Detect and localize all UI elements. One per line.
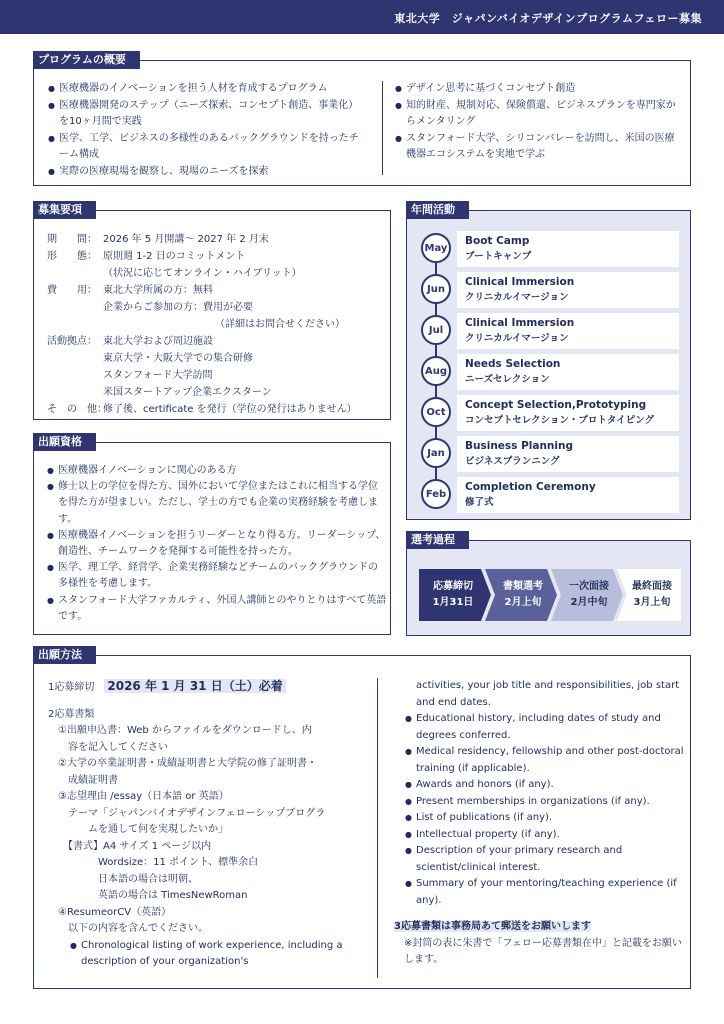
row-value: 東京大学・大阪大学での集合研修	[103, 353, 253, 364]
application-title: 出願方法	[33, 646, 96, 664]
row-value: 原則週 1-2 日のコミットメント	[103, 251, 246, 262]
list-item: ● スタンフォード大学、シリコンバレーを訪問し、米国の医療機器エコシステムを実地で学ぶ	[395, 131, 682, 164]
doc-line: 容を記入してください	[48, 741, 168, 753]
list-item: ● スタンフォード大学ファカルティ、外国人講師とのやりとりはすべて英語です。	[47, 593, 387, 625]
overview-title: プログラムの概要	[33, 51, 140, 69]
cv-items	[394, 711, 684, 909]
row-value: 東北大学および周辺施設	[103, 336, 213, 347]
doc-line: ムを通して何を実現したいか」	[48, 824, 228, 835]
doc-line: 成績証明書	[48, 774, 118, 786]
list-item: ● 医療機器のイノベーションを担う人材を育成するプログラム	[48, 81, 368, 98]
list-item: ● 医療機器イノベーションに関心のある方	[47, 463, 387, 479]
cv-list	[48, 938, 348, 971]
month-badge: May	[421, 233, 451, 263]
step-date: 2月中旬	[570, 597, 608, 608]
doc-line: 日本語の場合は明朝、	[48, 873, 198, 885]
activity-ja: ブートキャンプ	[465, 251, 532, 262]
list-item: ● デザイン思考に基づくコンセプト創造	[395, 81, 682, 98]
list-item: ● Intellectual property (if any).	[405, 827, 684, 844]
row-key: 形 態：	[47, 251, 97, 262]
list-item: ● Description of your primary research and scientist/clinical interest.	[405, 843, 684, 876]
activity-card	[457, 272, 679, 308]
activity-en: Boot Camp	[465, 235, 530, 247]
list-item: ● 医学、理工学、経営学、企業実務経験などチームのバックグラウンドの多様性を考慮します。	[47, 560, 387, 592]
step-date: 2月上旬	[504, 597, 542, 608]
overview-right-list	[382, 81, 682, 175]
activity-card	[457, 231, 679, 267]
list-item: ● Summary of your mentoring/teaching experience (if any).	[405, 876, 684, 909]
timeline-item	[421, 313, 681, 346]
application-right-column	[394, 678, 684, 969]
row-value: 東北大学所属の方：無料	[103, 285, 213, 296]
activity-ja: 修了式	[465, 497, 494, 508]
timeline-item	[421, 436, 681, 469]
row-key: そ の 他：	[47, 404, 107, 415]
activity-card	[457, 436, 679, 472]
step-date: 1月31日	[432, 597, 474, 608]
row-value: 米国スタートアップ企業エクスターン	[103, 387, 272, 398]
application-left-column	[48, 678, 378, 978]
overview-left-list	[48, 81, 368, 180]
activity-en: Concept Selection,Prototyping	[465, 399, 647, 411]
header-bar	[0, 0, 724, 34]
docs-title: 2応募書類	[48, 708, 95, 720]
list-item: ● 実際の医療現場を観察し、現場のニーズを探索	[48, 164, 368, 181]
application-section	[33, 648, 691, 989]
activity-ja: クリニカルイマージョン	[465, 292, 569, 303]
row-value: スタンフォード大学訪問	[103, 370, 213, 381]
step-label: 一次面接	[569, 581, 609, 592]
selection-title: 選考過程	[406, 531, 469, 549]
doc-line: ④ResumeorCV（英語）	[48, 906, 172, 918]
header-title: 東北大学 ジャパンバイオデザインプログラムフェロー募集	[394, 12, 702, 25]
activity-ja: ニーズセレクション	[465, 374, 550, 385]
activity-en: Needs Selection	[465, 358, 561, 370]
annual-activities-section	[406, 203, 691, 520]
activity-en: Business Planning	[465, 440, 573, 452]
row-key: 期 間：	[47, 234, 97, 245]
doc-line: 英語の場合は TimesNewRoman	[48, 890, 248, 901]
activity-en: Clinical Immersion	[465, 276, 575, 288]
selection-step	[491, 569, 555, 621]
list-item: ● Medical residency, fellowship and other post-doctoral training (if applicable).	[405, 744, 684, 777]
recruitment-row	[47, 248, 387, 282]
deadline-line	[48, 678, 377, 697]
row-key: 活動拠点：	[47, 336, 97, 347]
timeline-item	[421, 272, 681, 305]
step-label: 書類選考	[503, 581, 543, 592]
selection-step	[419, 569, 487, 621]
cv-continued: activities, your job title and responsibilities, job start and end dates.	[416, 680, 680, 708]
recruitment-row	[47, 231, 387, 248]
timeline-item	[421, 395, 681, 428]
envelope-note: ※封筒の表に朱書で「フェロー応募書類在中」と記載をお願いします。	[404, 937, 682, 965]
row-value: 企業からご参加の方：費用が必要	[103, 302, 253, 313]
activity-card	[457, 477, 679, 513]
eligibility-list	[47, 463, 387, 625]
list-item: ● Awards and honors (if any).	[405, 777, 684, 794]
list-item: ● Present memberships in organizations (if any).	[405, 794, 684, 811]
eligibility-section	[33, 435, 391, 635]
row-value: 2026 年 5 月開講～ 2027 年 2 月末	[103, 234, 269, 245]
doc-line: テーマ「ジャパンバイオデザインフェローシップブログラ	[48, 807, 326, 819]
row-value: 修了後、certificate を発行（学位の発行はありません）	[103, 404, 357, 415]
timeline-item	[421, 231, 681, 264]
activity-ja: クリニカルイマージョン	[465, 333, 569, 344]
month-badge: Aug	[421, 356, 451, 386]
month-badge: Jan	[421, 438, 451, 468]
row-key: 費 用：	[47, 285, 97, 296]
recruitment-title: 募集要項	[33, 201, 96, 219]
recruitment-table	[47, 231, 387, 418]
selection-step	[557, 569, 621, 621]
step-date: 3月上旬	[633, 597, 671, 608]
month-badge: Feb	[421, 479, 451, 509]
row-value: （状況に応じてオンライン・ハイブリット）	[103, 268, 302, 279]
step-label: 応募締切	[433, 581, 473, 592]
doc-line: 以下の内容を含んでください。	[48, 923, 208, 934]
mail-note: 3応募書類は事務局あて郵送をお願いします	[394, 921, 591, 932]
selection-steps	[419, 569, 681, 621]
recruitment-section	[33, 203, 391, 420]
recruitment-row	[47, 401, 387, 418]
list-item: ● 医療機器イノベーションを担うリーダーとなり得る方。リーダーシップ、創造性、チームワークを発揮する可能性を持った方。	[47, 528, 387, 560]
activity-card	[457, 354, 679, 390]
eligibility-title: 出願資格	[33, 433, 96, 451]
annual-title: 年間活動	[406, 201, 469, 219]
selection-section	[406, 533, 691, 636]
selection-step	[623, 569, 681, 621]
list-item: ● 修士以上の学位を得た方、国外において学位またはこれに相当する学位を得た方が望ましい。ただし、学士の方でも企業の実務経験を考慮します。	[47, 479, 387, 528]
step-label: 最終面接	[632, 581, 672, 592]
doc-line: ①出願申込書：Web からファイルをダウンロードし、内	[48, 725, 312, 736]
doc-line: 【書式】A4 サイズ 1 ページ以内	[48, 840, 212, 852]
activity-card	[457, 313, 679, 349]
recruitment-row	[47, 282, 387, 333]
mail-note-line	[394, 919, 684, 936]
overview-section	[33, 53, 691, 186]
list-item: ● Chronological listing of work experience, including a description of your organization's	[70, 938, 348, 971]
deadline-date: 2026 年 1 月 31 日（土）必着	[104, 679, 285, 693]
list-item: ● 知的財産、規制対応、保険償還、ビジネスプランを専門家からメンタリング	[395, 98, 682, 131]
list-item: ● 医療機器開発のステップ（ニーズ探索、コンセプト創造、事業化）を10ヶ月間で実践	[48, 98, 368, 131]
recruitment-row	[47, 333, 387, 401]
doc-line: ②大学の卒業証明書・成績証明書と大学院の修了証明書・	[48, 758, 317, 769]
list-item: ● 医学、工学、ビジネスの多様性のあるバックグラウンドを持ったチーム構成	[48, 131, 368, 164]
doc-line: Wordsize：11 ポイント、標準余白	[48, 857, 259, 868]
activity-card	[457, 395, 679, 431]
row-value: （詳細はお問合せください）	[215, 319, 345, 330]
month-badge: Jun	[421, 274, 451, 304]
activity-ja: ビジネスプランニング	[465, 456, 560, 467]
list-item: ● List of publications (if any).	[405, 810, 684, 827]
list-item: ● Educational history, including dates of study and degrees conferred.	[405, 711, 684, 744]
deadline-label: 1応募締切	[48, 682, 95, 693]
timeline-item	[421, 477, 681, 510]
month-badge: Jul	[421, 315, 451, 345]
doc-line: ③志望理由 /essay（日本語 or 英語）	[48, 791, 229, 802]
activity-ja: コンセプトセレクション・プロトタイピング	[465, 415, 654, 426]
activity-en: Completion Ceremony	[465, 481, 596, 493]
month-badge: Oct	[421, 397, 451, 427]
activity-en: Clinical Immersion	[465, 317, 575, 329]
timeline-item	[421, 354, 681, 387]
